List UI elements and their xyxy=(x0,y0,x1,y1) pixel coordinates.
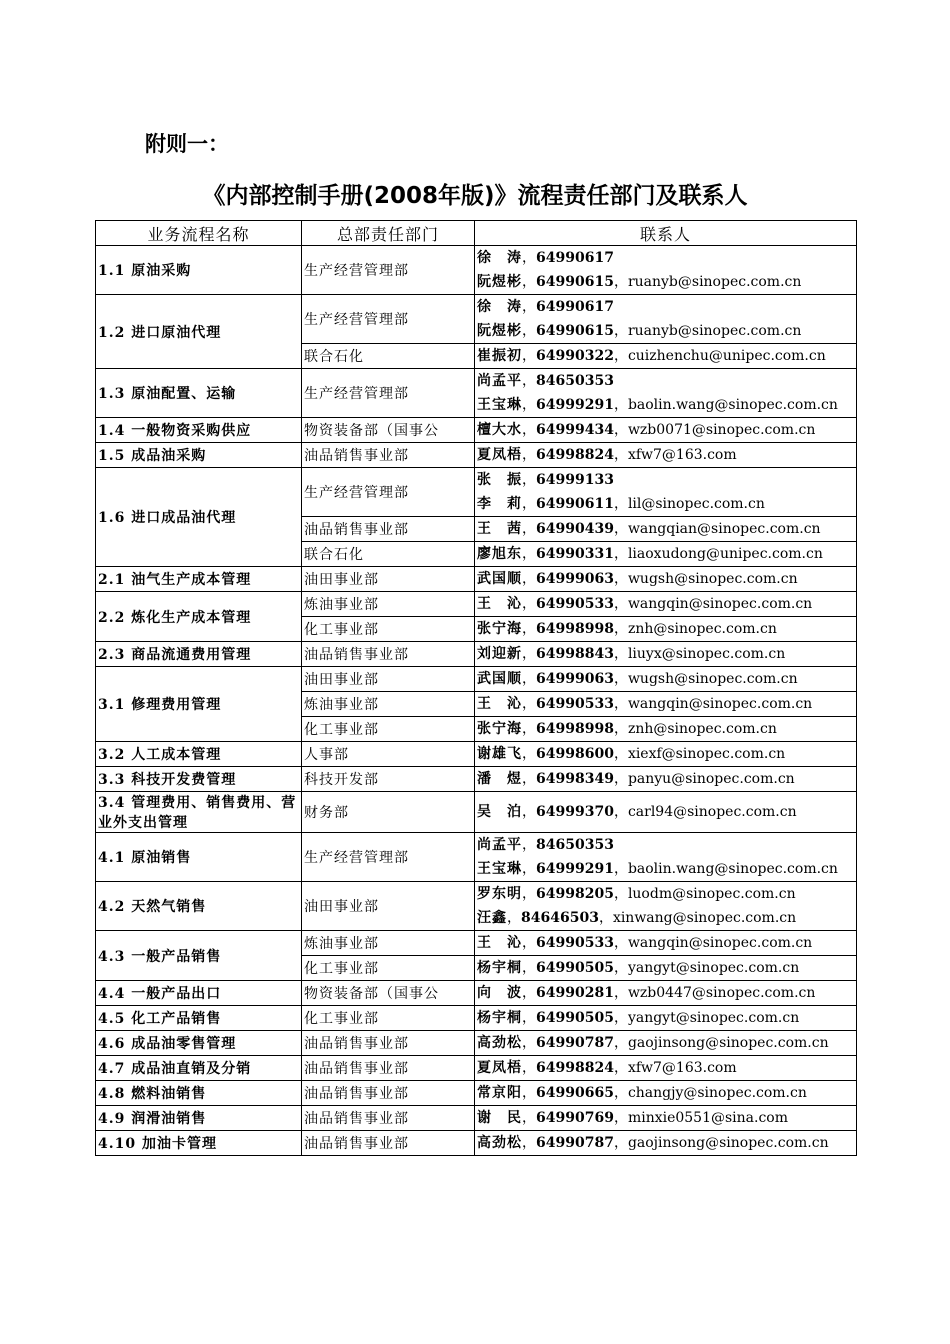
department-cell: 油田事业部 xyxy=(302,567,475,592)
process-name-cell: 3.4 管理费用、销售费用、营业外支出管理 xyxy=(96,792,302,833)
contact-name: 谢雄飞 xyxy=(477,746,522,762)
contact-line: 杨宇桐，64990505，yangyt@sinopec.com.cn xyxy=(477,1010,800,1026)
department-cell: 物资装备部（国事公 xyxy=(302,981,475,1006)
contact-name: 张 振 xyxy=(477,472,522,488)
contact-name: 向 波 xyxy=(477,985,522,1001)
contact-cell xyxy=(475,344,857,369)
process-name-cell: 4.6 成品油零售管理 xyxy=(96,1031,302,1056)
department-cell: 化工事业部 xyxy=(302,956,475,981)
process-name-cell: 1.1 原油采购 xyxy=(96,246,302,295)
contact-line: 尚孟平，84650353 xyxy=(477,373,614,389)
contact-email: yangyt@sinopec.com.cn xyxy=(627,960,800,976)
contact-name: 徐 涛 xyxy=(477,299,522,315)
contact-name: 王 沁 xyxy=(477,935,522,951)
table-row xyxy=(96,443,857,468)
contact-email: lil@sinopec.com.cn xyxy=(627,496,765,512)
department-cell: 物资装备部（国事公 xyxy=(302,418,475,443)
department-cell: 炼油事业部 xyxy=(302,931,475,956)
contact-line: 阮煜彬，64990615，ruanyb@sinopec.com.cn xyxy=(477,323,802,339)
contact-line: 武国顺，64999063，wugsh@sinopec.com.cn xyxy=(477,571,798,587)
contact-cell xyxy=(475,1081,857,1106)
header-process: 业务流程名称 xyxy=(96,221,302,246)
table-row xyxy=(96,667,857,692)
contact-cell xyxy=(475,833,857,882)
contact-cell xyxy=(475,592,857,617)
contact-email: wangqin@sinopec.com.cn xyxy=(627,696,813,712)
process-name-cell: 3.1 修理费用管理 xyxy=(96,667,302,742)
department-cell: 油品销售事业部 xyxy=(302,1031,475,1056)
contact-name: 夏凤梧 xyxy=(477,1060,522,1076)
table-row xyxy=(96,418,857,443)
contact-email: wugsh@sinopec.com.cn xyxy=(627,571,798,587)
contact-cell xyxy=(475,792,857,833)
process-name-cell: 3.3 科技开发费管理 xyxy=(96,767,302,792)
contact-line: 檀大水，64999434，wzb0071@sinopec.com.cn xyxy=(477,422,816,438)
contact-name: 阮煜彬 xyxy=(477,323,522,339)
department-cell: 化工事业部 xyxy=(302,1006,475,1031)
contact-email: luodm@sinopec.com.cn xyxy=(627,886,796,902)
department-cell: 生产经营管理部 xyxy=(302,468,475,517)
contact-phone: 64999291 xyxy=(536,861,614,877)
contact-line: 向 波，64990281，wzb0447@sinopec.com.cn xyxy=(477,985,816,1001)
contact-email: wangqin@sinopec.com.cn xyxy=(627,935,813,951)
appendix-heading: 附则一： xyxy=(145,132,229,156)
contact-phone: 64990439 xyxy=(536,521,614,537)
contact-cell xyxy=(475,617,857,642)
table-row xyxy=(96,1106,857,1131)
contact-email: changjy@sinopec.com.cn xyxy=(627,1085,807,1101)
contact-email: wzb0071@sinopec.com.cn xyxy=(627,422,816,438)
contact-name: 杨宇桐 xyxy=(477,1010,522,1026)
contact-cell xyxy=(475,742,857,767)
process-name-cell: 1.3 原油配置、运输 xyxy=(96,369,302,418)
process-name-cell: 4.3 一般产品销售 xyxy=(96,931,302,981)
contact-cell xyxy=(475,1056,857,1081)
contact-email: minxie0551@sina.com xyxy=(627,1110,789,1126)
contact-name: 王宝琳 xyxy=(477,397,522,413)
contact-cell xyxy=(475,1006,857,1031)
contact-name: 王宝琳 xyxy=(477,861,522,877)
table-row xyxy=(96,1031,857,1056)
contact-email: baolin.wang@sinopec.com.cn xyxy=(627,397,838,413)
contact-phone: 64999063 xyxy=(536,571,614,587)
department-cell: 油田事业部 xyxy=(302,882,475,931)
process-name-cell: 1.2 进口原油代理 xyxy=(96,295,302,369)
department-cell: 联合石化 xyxy=(302,542,475,567)
contact-line: 罗东明，64998205，luodm@sinopec.com.cn xyxy=(477,886,796,902)
department-cell: 化工事业部 xyxy=(302,717,475,742)
contact-cell xyxy=(475,667,857,692)
contact-cell xyxy=(475,369,857,418)
contact-phone: 64999370 xyxy=(536,804,614,820)
department-cell: 油品销售事业部 xyxy=(302,1106,475,1131)
contact-name: 汪鑫 xyxy=(477,910,507,926)
department-cell: 生产经营管理部 xyxy=(302,833,475,882)
contact-phone: 64990615 xyxy=(536,274,614,290)
contact-line: 汪鑫，84646503，xinwang@sinopec.com.cn xyxy=(477,910,797,926)
department-cell: 人事部 xyxy=(302,742,475,767)
contact-line: 夏凤梧，64998824，xfw7@163.com xyxy=(477,447,737,463)
contact-name: 吴 泊 xyxy=(477,804,522,820)
department-cell: 油品销售事业部 xyxy=(302,1081,475,1106)
contact-name: 潘 煜 xyxy=(477,771,522,787)
contact-name: 夏凤梧 xyxy=(477,447,522,463)
contact-phone: 64998349 xyxy=(536,771,614,787)
contact-phone: 84646503 xyxy=(521,910,599,926)
table-row xyxy=(96,468,857,517)
contact-name: 王 沁 xyxy=(477,696,522,712)
contact-name: 杨宇桐 xyxy=(477,960,522,976)
contact-line: 尚孟平，84650353 xyxy=(477,837,614,853)
contact-email: znh@sinopec.com.cn xyxy=(627,721,777,737)
contact-email: panyu@sinopec.com.cn xyxy=(627,771,795,787)
process-name-cell: 4.9 润滑油销售 xyxy=(96,1106,302,1131)
contact-name: 李 莉 xyxy=(477,496,522,512)
contact-cell xyxy=(475,692,857,717)
responsibility-table xyxy=(95,220,857,1156)
document-title: 《内部控制手册(2008年版)》流程责任部门及联系人 xyxy=(202,183,748,209)
table-row xyxy=(96,767,857,792)
contact-phone: 64990505 xyxy=(536,960,614,976)
contact-phone: 64990533 xyxy=(536,596,614,612)
contact-phone: 64990533 xyxy=(536,696,614,712)
contact-email: yangyt@sinopec.com.cn xyxy=(627,1010,800,1026)
contact-cell xyxy=(475,956,857,981)
contact-email: carl94@sinopec.com.cn xyxy=(627,804,797,820)
contact-email: ruanyb@sinopec.com.cn xyxy=(627,274,802,290)
contact-line: 王 沁，64990533，wangqin@sinopec.com.cn xyxy=(477,696,813,712)
contact-line: 夏凤梧，64998824，xfw7@163.com xyxy=(477,1060,737,1076)
contact-email: wzb0447@sinopec.com.cn xyxy=(627,985,816,1001)
contact-phone: 64990615 xyxy=(536,323,614,339)
department-cell: 油田事业部 xyxy=(302,667,475,692)
contact-email: liaoxudong@unipec.com.cn xyxy=(627,546,823,562)
department-cell: 油品销售事业部 xyxy=(302,1056,475,1081)
table-row xyxy=(96,592,857,617)
contact-phone: 64999133 xyxy=(536,472,614,488)
contact-line: 李 莉，64990611，lil@sinopec.com.cn xyxy=(477,496,765,512)
contact-name: 刘迎新 xyxy=(477,646,522,662)
table-row xyxy=(96,833,857,882)
table-row xyxy=(96,882,857,931)
contact-name: 王 沁 xyxy=(477,596,522,612)
contact-line: 张宁海，64998998，znh@sinopec.com.cn xyxy=(477,721,777,737)
process-name-cell: 2.2 炼化生产成本管理 xyxy=(96,592,302,642)
department-cell: 科技开发部 xyxy=(302,767,475,792)
contact-phone: 64990787 xyxy=(536,1135,614,1151)
department-cell: 财务部 xyxy=(302,792,475,833)
department-cell: 油品销售事业部 xyxy=(302,1131,475,1156)
contact-email: xfw7@163.com xyxy=(627,447,737,463)
contact-line: 廖旭东，64990331，liaoxudong@unipec.com.cn xyxy=(477,546,823,562)
table-row xyxy=(96,642,857,667)
header-department: 总部责任部门 xyxy=(302,221,475,246)
table-row xyxy=(96,1056,857,1081)
contact-phone: 64998998 xyxy=(536,621,614,637)
contact-line: 武国顺，64999063，wugsh@sinopec.com.cn xyxy=(477,671,798,687)
contact-line: 崔振初，64990322，cuizhenchu@unipec.com.cn xyxy=(477,348,826,364)
table-row xyxy=(96,246,857,295)
contact-line: 高劲松，64990787，gaojinsong@sinopec.com.cn xyxy=(477,1135,829,1151)
process-name-cell: 4.8 燃料油销售 xyxy=(96,1081,302,1106)
contact-name: 高劲松 xyxy=(477,1035,522,1051)
contact-cell xyxy=(475,717,857,742)
department-cell: 生产经营管理部 xyxy=(302,246,475,295)
department-cell: 联合石化 xyxy=(302,344,475,369)
contact-name: 常京阳 xyxy=(477,1085,522,1101)
table-row xyxy=(96,369,857,418)
table-row xyxy=(96,742,857,767)
contact-name: 张宁海 xyxy=(477,621,522,637)
contact-phone: 64990281 xyxy=(536,985,614,1001)
department-cell: 生产经营管理部 xyxy=(302,369,475,418)
contact-phone: 64990533 xyxy=(536,935,614,951)
table-row xyxy=(96,792,857,833)
contact-phone: 64998843 xyxy=(536,646,614,662)
contact-name: 崔振初 xyxy=(477,348,522,364)
contact-line: 阮煜彬，64990615，ruanyb@sinopec.com.cn xyxy=(477,274,802,290)
contact-phone: 64990769 xyxy=(536,1110,614,1126)
table-header-row xyxy=(96,221,857,246)
contact-name: 徐 涛 xyxy=(477,250,522,266)
contact-name: 武国顺 xyxy=(477,571,522,587)
process-name-cell: 2.3 商品流通费用管理 xyxy=(96,642,302,667)
process-name-cell: 4.4 一般产品出口 xyxy=(96,981,302,1006)
contact-line: 王 沁，64990533，wangqin@sinopec.com.cn xyxy=(477,596,813,612)
contact-email: xfw7@163.com xyxy=(627,1060,737,1076)
contact-name: 檀大水 xyxy=(477,422,522,438)
table-row xyxy=(96,567,857,592)
process-name-cell: 4.7 成品油直销及分销 xyxy=(96,1056,302,1081)
process-name-cell: 2.1 油气生产成本管理 xyxy=(96,567,302,592)
contact-name: 罗东明 xyxy=(477,886,522,902)
contact-phone: 64999434 xyxy=(536,422,614,438)
contact-name: 谢 民 xyxy=(477,1110,522,1126)
table-row xyxy=(96,295,857,344)
department-cell: 炼油事业部 xyxy=(302,592,475,617)
contact-phone: 64990322 xyxy=(536,348,614,364)
contact-line: 张 振，64999133 xyxy=(477,472,614,488)
contact-cell xyxy=(475,567,857,592)
contact-name: 王 茜 xyxy=(477,521,522,537)
department-cell: 油品销售事业部 xyxy=(302,517,475,542)
contact-cell xyxy=(475,295,857,344)
contact-name: 尚孟平 xyxy=(477,373,522,389)
contact-email: gaojinsong@sinopec.com.cn xyxy=(627,1135,829,1151)
contact-line: 王宝琳，64999291，baolin.wang@sinopec.com.cn xyxy=(477,861,838,877)
contact-line: 刘迎新，64998843，liuyx@sinopec.com.cn xyxy=(477,646,786,662)
contact-line: 谢 民，64990769，minxie0551@sina.com xyxy=(477,1110,789,1126)
contact-cell xyxy=(475,931,857,956)
contact-phone: 64990617 xyxy=(536,299,614,315)
contact-email: xiexf@sinopec.com.cn xyxy=(627,746,786,762)
process-name-cell: 4.5 化工产品销售 xyxy=(96,1006,302,1031)
contact-phone: 64998205 xyxy=(536,886,614,902)
contact-line: 王 沁，64990533，wangqin@sinopec.com.cn xyxy=(477,935,813,951)
process-name-cell: 1.4 一般物资采购供应 xyxy=(96,418,302,443)
contact-name: 尚孟平 xyxy=(477,837,522,853)
contact-cell xyxy=(475,517,857,542)
contact-phone: 64998824 xyxy=(536,447,614,463)
process-name-cell: 1.5 成品油采购 xyxy=(96,443,302,468)
contact-line: 潘 煜，64998349，panyu@sinopec.com.cn xyxy=(477,771,795,787)
contact-name: 武国顺 xyxy=(477,671,522,687)
table-row xyxy=(96,1081,857,1106)
contact-name: 张宁海 xyxy=(477,721,522,737)
table-row xyxy=(96,1131,857,1156)
contact-phone: 64990505 xyxy=(536,1010,614,1026)
contact-cell xyxy=(475,443,857,468)
contact-line: 王宝琳，64999291，baolin.wang@sinopec.com.cn xyxy=(477,397,838,413)
contact-phone: 64990665 xyxy=(536,1085,614,1101)
department-cell: 炼油事业部 xyxy=(302,692,475,717)
department-cell: 生产经营管理部 xyxy=(302,295,475,344)
contact-phone: 84650353 xyxy=(536,373,614,389)
contact-email: cuizhenchu@unipec.com.cn xyxy=(627,348,826,364)
contact-cell xyxy=(475,882,857,931)
contact-cell xyxy=(475,981,857,1006)
contact-phone: 64990611 xyxy=(536,496,614,512)
department-cell: 油品销售事业部 xyxy=(302,443,475,468)
contact-cell xyxy=(475,1106,857,1131)
contact-line: 常京阳，64990665，changjy@sinopec.com.cn xyxy=(477,1085,807,1101)
contact-cell xyxy=(475,468,857,517)
contact-email: liuyx@sinopec.com.cn xyxy=(627,646,786,662)
process-name-cell: 4.2 天然气销售 xyxy=(96,882,302,931)
contact-phone: 64998600 xyxy=(536,746,614,762)
contact-line: 徐 涛，64990617 xyxy=(477,250,614,266)
contact-email: wangqian@sinopec.com.cn xyxy=(627,521,821,537)
contact-name: 廖旭东 xyxy=(477,546,522,562)
contact-phone: 64990331 xyxy=(536,546,614,562)
contact-email: ruanyb@sinopec.com.cn xyxy=(627,323,802,339)
contact-email: xinwang@sinopec.com.cn xyxy=(612,910,797,926)
process-name-cell: 4.1 原油销售 xyxy=(96,833,302,882)
contact-email: gaojinsong@sinopec.com.cn xyxy=(627,1035,829,1051)
table-body xyxy=(96,246,857,1156)
contact-email: wangqin@sinopec.com.cn xyxy=(627,596,813,612)
contact-line: 徐 涛，64990617 xyxy=(477,299,614,315)
table-row xyxy=(96,981,857,1006)
contact-phone: 64999063 xyxy=(536,671,614,687)
contact-phone: 84650353 xyxy=(536,837,614,853)
contact-cell xyxy=(475,767,857,792)
contact-cell xyxy=(475,642,857,667)
contact-name: 高劲松 xyxy=(477,1135,522,1151)
contact-line: 高劲松，64990787，gaojinsong@sinopec.com.cn xyxy=(477,1035,829,1051)
process-name-cell: 3.2 人工成本管理 xyxy=(96,742,302,767)
department-cell: 油品销售事业部 xyxy=(302,642,475,667)
contact-phone: 64998824 xyxy=(536,1060,614,1076)
contact-cell xyxy=(475,542,857,567)
contact-email: baolin.wang@sinopec.com.cn xyxy=(627,861,838,877)
contact-line: 张宁海，64998998，znh@sinopec.com.cn xyxy=(477,621,777,637)
header-contact: 联系人 xyxy=(475,221,857,246)
contact-phone: 64990617 xyxy=(536,250,614,266)
contact-email: wugsh@sinopec.com.cn xyxy=(627,671,798,687)
process-name-cell: 1.6 进口成品油代理 xyxy=(96,468,302,567)
contact-phone: 64999291 xyxy=(536,397,614,413)
contact-line: 杨宇桐，64990505，yangyt@sinopec.com.cn xyxy=(477,960,800,976)
contact-line: 吴 泊，64999370，carl94@sinopec.com.cn xyxy=(477,804,797,820)
contact-cell xyxy=(475,246,857,295)
contact-line: 王 茜，64990439，wangqian@sinopec.com.cn xyxy=(477,521,821,537)
contact-cell xyxy=(475,418,857,443)
table-row xyxy=(96,1006,857,1031)
contact-cell xyxy=(475,1031,857,1056)
contact-line: 谢雄飞，64998600，xiexf@sinopec.com.cn xyxy=(477,746,786,762)
contact-phone: 64998998 xyxy=(536,721,614,737)
contact-phone: 64990787 xyxy=(536,1035,614,1051)
department-cell: 化工事业部 xyxy=(302,617,475,642)
contact-cell xyxy=(475,1131,857,1156)
table-row xyxy=(96,931,857,956)
contact-email: znh@sinopec.com.cn xyxy=(627,621,777,637)
process-name-cell: 4.10 加油卡管理 xyxy=(96,1131,302,1156)
contact-name: 阮煜彬 xyxy=(477,274,522,290)
